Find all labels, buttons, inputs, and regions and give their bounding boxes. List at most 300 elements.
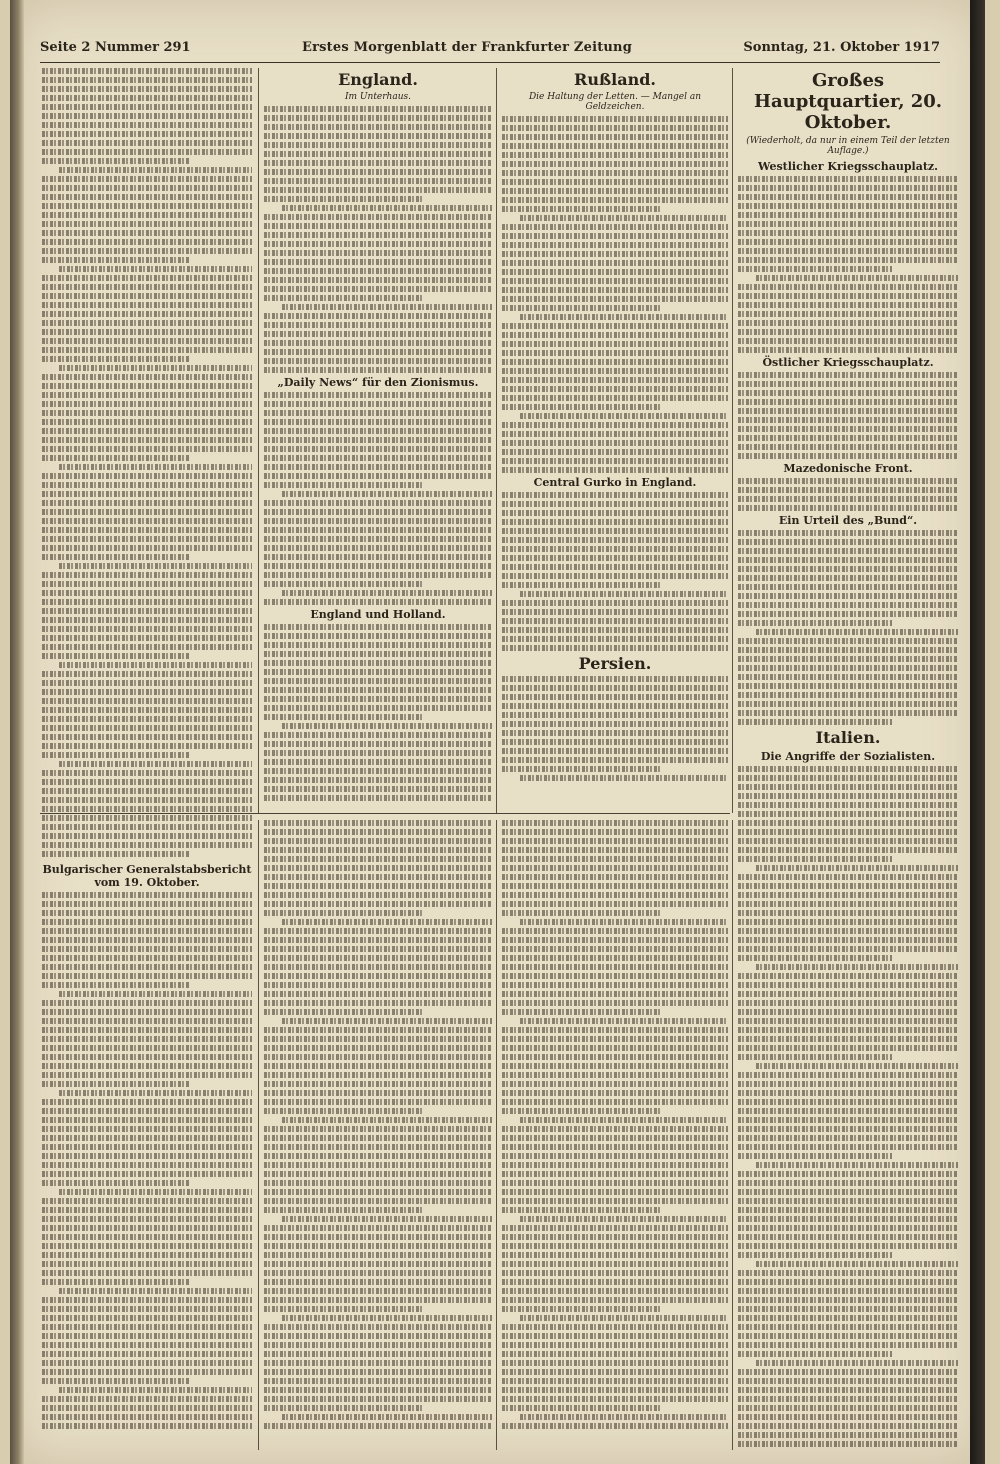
text-line — [502, 937, 728, 943]
newspaper-page — [10, 0, 985, 1464]
text-line — [520, 1018, 728, 1024]
text-line — [738, 784, 958, 790]
text-line — [264, 642, 492, 648]
text-line — [738, 847, 958, 853]
text-line — [264, 1072, 492, 1078]
text-line — [502, 874, 728, 880]
article-body — [502, 820, 728, 1429]
text-line — [502, 233, 728, 239]
text-line — [502, 1243, 728, 1249]
text-line — [264, 1171, 492, 1177]
text-line — [264, 1027, 492, 1033]
text-line — [264, 178, 492, 184]
text-line — [264, 124, 492, 130]
column-rule — [496, 820, 497, 1450]
text-line — [42, 410, 252, 416]
text-line — [502, 1297, 728, 1303]
text-line — [264, 829, 492, 835]
text-line — [502, 440, 728, 446]
text-line — [264, 964, 492, 970]
text-line — [520, 1414, 728, 1420]
text-line — [264, 1261, 492, 1267]
text-line — [738, 593, 958, 599]
text-line — [42, 149, 252, 155]
text-line — [264, 268, 492, 274]
text-line — [264, 624, 492, 630]
text-line — [264, 669, 492, 675]
text-line — [738, 1117, 958, 1123]
text-line — [264, 1369, 492, 1375]
text-line — [264, 482, 424, 488]
text-line — [738, 435, 958, 441]
article-heading: Bulgarischer Generalstabsbericht vom 19. Oktober. — [42, 863, 252, 889]
text-line — [738, 973, 958, 979]
article-body — [738, 766, 958, 1448]
text-line — [264, 133, 492, 139]
text-line — [264, 1423, 492, 1429]
text-line — [738, 203, 958, 209]
text-line — [520, 215, 728, 221]
text-line — [502, 1288, 728, 1294]
text-line — [42, 1342, 252, 1348]
text-line — [738, 176, 958, 182]
text-line — [264, 1270, 492, 1276]
text-line — [738, 611, 958, 617]
text-line — [738, 1270, 958, 1276]
text-line — [738, 883, 958, 889]
text-line — [502, 458, 728, 464]
text-line — [42, 617, 252, 623]
text-line — [42, 1099, 252, 1105]
text-line — [738, 1252, 892, 1258]
page-spine — [10, 0, 24, 1464]
text-line — [42, 401, 252, 407]
text-line — [42, 338, 252, 344]
text-line — [738, 1198, 958, 1204]
text-line — [738, 426, 958, 432]
text-line — [738, 602, 958, 608]
text-line — [738, 874, 958, 880]
text-line — [42, 1270, 252, 1276]
text-line — [42, 356, 189, 362]
text-line — [264, 687, 492, 693]
text-line — [42, 1117, 252, 1123]
text-line — [520, 1315, 728, 1321]
text-line — [264, 250, 492, 256]
text-line — [264, 1045, 492, 1051]
text-line — [42, 1162, 252, 1168]
text-line — [502, 1000, 728, 1006]
text-line — [502, 1396, 728, 1402]
text-line — [738, 1126, 958, 1132]
text-line — [282, 590, 492, 596]
text-line — [738, 683, 958, 689]
text-line — [738, 620, 892, 626]
article-body — [738, 176, 958, 353]
text-line — [502, 269, 728, 275]
text-line — [738, 390, 958, 396]
article-body — [502, 676, 728, 781]
text-line — [502, 1108, 660, 1114]
text-line — [502, 1369, 728, 1375]
text-line — [738, 919, 958, 925]
text-line — [502, 395, 728, 401]
text-line — [502, 251, 728, 257]
text-line — [502, 627, 728, 633]
text-line — [264, 768, 492, 774]
feuilleton-column — [264, 820, 492, 1450]
text-line — [42, 1261, 252, 1267]
text-line — [738, 1027, 958, 1033]
text-line — [502, 609, 728, 615]
text-line — [264, 151, 492, 157]
text-line — [738, 372, 958, 378]
text-line — [502, 332, 728, 338]
text-line — [502, 1153, 728, 1159]
text-line — [738, 1333, 958, 1339]
text-line — [42, 599, 252, 605]
text-line — [42, 1405, 252, 1411]
text-line — [42, 320, 252, 326]
text-line — [738, 775, 958, 781]
text-line — [264, 1000, 492, 1006]
text-line — [264, 464, 492, 470]
column-rule — [258, 820, 259, 1450]
article-body — [738, 372, 958, 459]
text-line — [502, 1198, 728, 1204]
text-line — [502, 955, 728, 961]
text-line — [502, 600, 728, 606]
text-line — [264, 1054, 492, 1060]
text-line — [502, 368, 728, 374]
text-line — [738, 487, 958, 493]
text-line — [42, 1378, 189, 1384]
text-line — [738, 1099, 958, 1105]
text-line — [502, 1045, 728, 1051]
text-line — [264, 1333, 492, 1339]
text-line — [42, 293, 252, 299]
text-line — [738, 647, 958, 653]
text-line — [502, 1270, 728, 1276]
text-line — [42, 212, 252, 218]
text-line — [738, 584, 958, 590]
text-line — [502, 555, 728, 561]
text-line — [264, 633, 492, 639]
text-line — [264, 277, 492, 283]
text-line — [502, 1261, 728, 1267]
text-line — [264, 741, 492, 747]
text-line — [42, 698, 252, 704]
article-body — [42, 892, 252, 1429]
text-line — [264, 536, 492, 542]
text-line — [738, 1351, 892, 1357]
text-line — [502, 982, 728, 988]
text-line — [42, 158, 189, 164]
text-line — [502, 467, 728, 473]
report-section-heading: Die Angriffe der Sozialisten. — [760, 750, 936, 763]
text-line — [502, 1054, 728, 1060]
text-line — [264, 892, 492, 898]
text-line — [264, 946, 492, 952]
text-line — [42, 1072, 252, 1078]
text-line — [42, 545, 252, 551]
text-line — [42, 455, 189, 461]
text-line — [42, 734, 252, 740]
text-line — [42, 788, 252, 794]
article-body — [264, 820, 492, 1429]
text-line — [502, 1027, 728, 1033]
text-line — [42, 1333, 252, 1339]
text-line — [42, 86, 252, 92]
text-line — [264, 187, 492, 193]
text-line — [42, 1207, 252, 1213]
text-line — [738, 408, 958, 414]
text-line — [42, 1171, 252, 1177]
column-rule — [258, 68, 259, 813]
text-line — [264, 401, 492, 407]
article-body — [264, 392, 492, 605]
text-line — [42, 383, 252, 389]
text-line — [42, 833, 252, 839]
text-line — [502, 197, 728, 203]
text-line — [502, 1135, 728, 1141]
text-line — [738, 1171, 958, 1177]
text-line — [42, 248, 252, 254]
report-section-heading: Italien. — [815, 728, 881, 747]
text-line — [42, 572, 252, 578]
text-line — [264, 1396, 492, 1402]
text-line — [264, 1252, 492, 1258]
text-line — [42, 554, 189, 560]
text-line — [42, 842, 252, 848]
text-line — [264, 847, 492, 853]
text-line — [42, 626, 252, 632]
text-line — [738, 811, 958, 817]
text-line — [42, 1252, 252, 1258]
text-line — [738, 539, 958, 545]
text-line — [502, 991, 728, 997]
text-line — [42, 500, 252, 506]
text-line — [42, 1198, 252, 1204]
text-line — [502, 856, 728, 862]
text-line — [738, 665, 958, 671]
text-line — [738, 185, 958, 191]
text-line — [502, 739, 728, 745]
report-section-heading: Mazedonische Front. — [783, 462, 913, 475]
text-line — [42, 329, 252, 335]
text-line — [738, 910, 958, 916]
text-line — [738, 937, 958, 943]
text-line — [738, 496, 958, 502]
text-line — [282, 1117, 492, 1123]
text-line — [502, 865, 728, 871]
text-line — [502, 964, 728, 970]
text-line — [756, 865, 958, 871]
text-line — [738, 1153, 892, 1159]
text-line — [59, 167, 252, 173]
article-heading: England. — [338, 70, 418, 89]
text-line — [42, 973, 252, 979]
text-line — [264, 196, 424, 202]
text-line — [42, 1324, 252, 1330]
text-line — [42, 311, 252, 317]
text-line — [42, 95, 252, 101]
text-line — [264, 750, 492, 756]
text-line — [738, 1279, 958, 1285]
text-line — [42, 1018, 252, 1024]
text-line — [42, 1297, 252, 1303]
text-line — [738, 1135, 958, 1141]
issue-date: Sonntag, 21. Oktober 1917 — [743, 40, 940, 55]
text-line — [264, 545, 492, 551]
text-line — [502, 1207, 660, 1213]
text-line — [502, 946, 728, 952]
text-line — [502, 1387, 728, 1393]
text-line — [502, 1279, 728, 1285]
text-line — [264, 1342, 492, 1348]
text-line — [42, 707, 252, 713]
text-line — [42, 635, 252, 641]
text-line — [59, 365, 252, 371]
text-line — [502, 1072, 728, 1078]
text-line — [502, 1081, 728, 1087]
text-line — [502, 125, 728, 131]
text-line — [502, 1333, 728, 1339]
text-line — [502, 1360, 728, 1366]
text-line — [738, 1090, 958, 1096]
text-line — [264, 1297, 492, 1303]
text-line — [264, 1351, 492, 1357]
text-line — [42, 892, 252, 898]
text-line — [502, 721, 728, 727]
text-line — [264, 874, 492, 880]
text-line — [502, 287, 728, 293]
text-line — [738, 928, 958, 934]
text-line — [264, 1153, 492, 1159]
text-line — [502, 847, 728, 853]
text-line — [42, 68, 252, 74]
text-line — [42, 437, 252, 443]
text-line — [264, 527, 492, 533]
text-line — [264, 696, 492, 702]
text-line — [502, 278, 728, 284]
text-line — [738, 1423, 958, 1429]
text-line — [520, 1216, 728, 1222]
text-line — [738, 1369, 958, 1375]
text-line — [520, 591, 728, 597]
text-line — [502, 170, 728, 176]
text-line — [502, 1090, 728, 1096]
text-line — [42, 937, 252, 943]
text-line — [738, 444, 958, 450]
text-line — [502, 1171, 728, 1177]
text-line — [264, 437, 492, 443]
text-line — [42, 140, 252, 146]
text-line — [502, 350, 728, 356]
text-line — [738, 194, 958, 200]
text-line — [42, 1126, 252, 1132]
text-line — [42, 113, 252, 119]
text-line — [502, 901, 728, 907]
text-line — [42, 302, 252, 308]
text-line — [42, 536, 252, 542]
text-line — [282, 1315, 492, 1321]
text-line — [264, 455, 492, 461]
column-rule — [496, 68, 497, 813]
text-line — [42, 1225, 252, 1231]
text-line — [502, 757, 728, 763]
text-line — [738, 820, 958, 826]
text-line — [42, 257, 189, 263]
text-line — [42, 743, 252, 749]
text-line — [42, 221, 252, 227]
text-line — [42, 419, 252, 425]
text-line — [738, 548, 958, 554]
article-body — [42, 68, 252, 857]
text-line — [264, 820, 492, 826]
text-line — [264, 500, 492, 506]
text-line — [738, 838, 958, 844]
text-line — [738, 955, 892, 961]
text-line — [502, 296, 728, 302]
text-line — [502, 152, 728, 158]
text-line — [264, 410, 492, 416]
text-line — [502, 404, 660, 410]
text-line — [502, 449, 728, 455]
text-line — [59, 1189, 252, 1195]
article-section-heading: Central Gurko in England. — [533, 476, 697, 489]
text-line — [42, 716, 252, 722]
text-line — [42, 964, 252, 970]
text-line — [264, 1090, 492, 1096]
text-line — [756, 629, 958, 635]
text-line — [264, 367, 492, 373]
text-line — [42, 910, 252, 916]
text-line — [502, 323, 728, 329]
column-2 — [264, 68, 492, 813]
text-line — [42, 509, 252, 515]
text-line — [738, 1342, 958, 1348]
text-line — [282, 1018, 492, 1024]
text-line — [42, 779, 252, 785]
text-line — [738, 453, 958, 459]
text-line — [59, 1387, 252, 1393]
text-line — [42, 1243, 252, 1249]
text-line — [502, 1036, 728, 1042]
text-line — [282, 304, 492, 310]
text-line — [520, 775, 728, 781]
text-line — [264, 732, 492, 738]
text-line — [59, 662, 252, 668]
text-line — [264, 714, 424, 720]
text-line — [502, 892, 728, 898]
text-line — [738, 710, 958, 716]
text-line — [502, 224, 728, 230]
text-line — [502, 1405, 660, 1411]
text-line — [738, 248, 958, 254]
text-line — [42, 752, 189, 758]
text-line — [264, 777, 492, 783]
text-line — [738, 901, 958, 907]
text-line — [264, 910, 424, 916]
text-line — [42, 955, 252, 961]
text-line — [42, 1315, 252, 1321]
text-line — [502, 143, 728, 149]
text-line — [264, 1135, 492, 1141]
text-line — [42, 77, 252, 83]
text-line — [42, 491, 252, 497]
text-line — [264, 1378, 492, 1384]
